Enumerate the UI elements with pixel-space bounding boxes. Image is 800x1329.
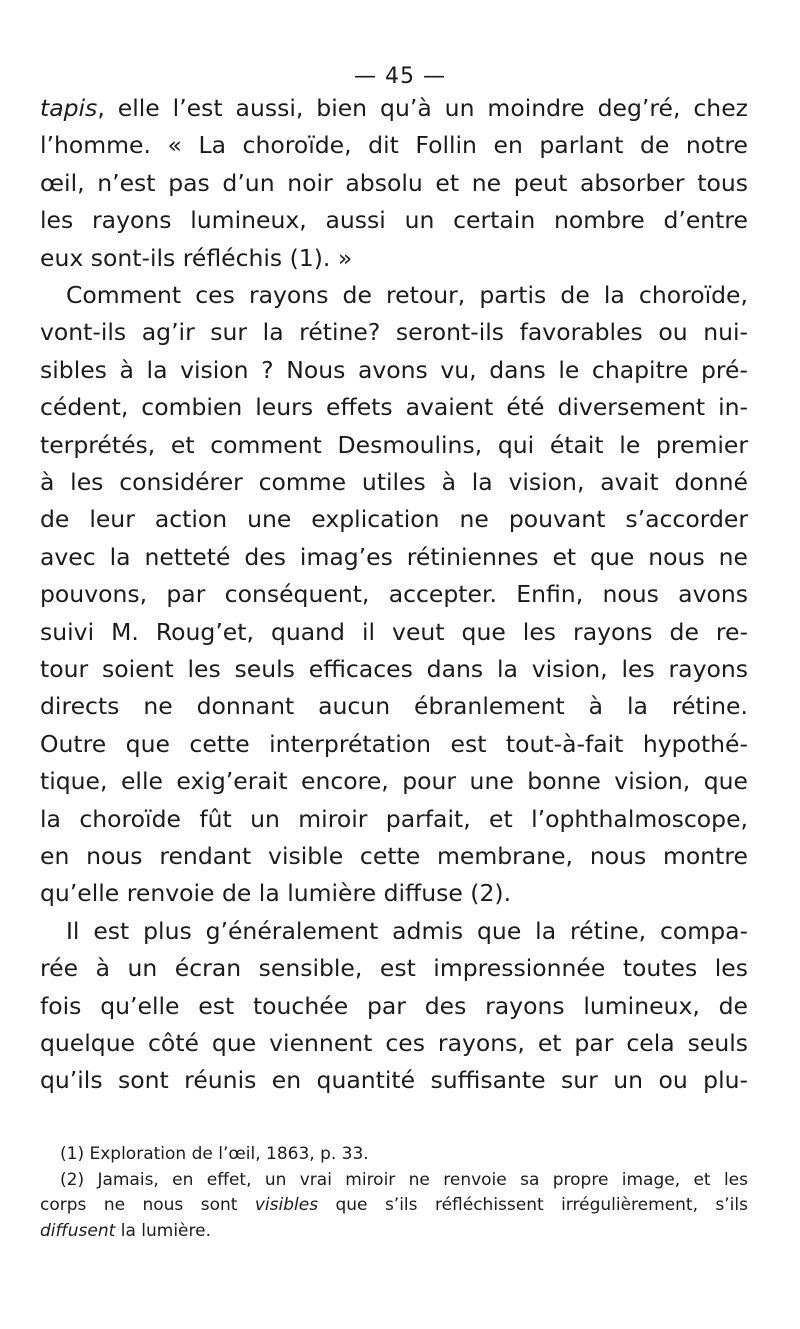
line-text: directs ne donnant aucun ébranlement à la rétine. — [40, 692, 748, 721]
line-text: à les considérer comme utiles à la vision, avait donné — [40, 468, 748, 496]
line-text: Il est plus g’énéralement admis que la rétine, compa- — [66, 916, 748, 945]
text-line — [40, 205, 748, 235]
line-text: tour soient les seuls efficaces dans la vision, les rayons — [40, 655, 748, 683]
text-line — [40, 691, 748, 721]
footnote-text: (1) Exploration de l’œil, 1863, p. 33. — [60, 1144, 369, 1164]
italic-word: tapis — [40, 94, 98, 122]
text-line — [40, 1065, 748, 1095]
text-line — [40, 168, 748, 198]
text-line — [40, 729, 748, 759]
line-text: la choroïde fût un miroir parfait, et l’ophthalmoscope, — [40, 804, 748, 833]
text-line — [66, 916, 748, 946]
line-text: qu’elle renvoie de la lumière diffuse (2). — [40, 879, 512, 908]
line-text: œil, n’est pas d’un noir absolu et ne peut absorber tous — [40, 168, 748, 197]
text-line — [40, 542, 748, 572]
line-text: l’homme. « La choroïde, dit Follin en parlant de notre — [40, 131, 748, 160]
text-line — [40, 317, 748, 347]
line-text: vont-ils ag’ir sur la rétine? seront-ils favorables ou nui- — [40, 318, 748, 347]
text-line — [40, 878, 748, 908]
line-text: Outre que cette interprétation est tout-à-fait hypothé- — [40, 729, 748, 758]
text-line — [40, 355, 748, 385]
line-text: pouvons, par conséquent, accepter. Enfin, nous avons — [40, 580, 748, 609]
line-text: Comment ces rayons de retour, partis de la choroïde, — [66, 281, 748, 309]
footnote-text: (2) Jamais, en effet, un vrai miroir ne renvoie sa propre image, et les — [60, 1169, 748, 1190]
footnote-line — [60, 1168, 748, 1192]
line-text: sibles à la vision ? Nous avons vu, dans le chapitre pré- — [40, 355, 748, 384]
footnote-line — [40, 1219, 748, 1243]
line-text: quelque côté que viennent ces rayons, et par cela seuls — [40, 1029, 748, 1057]
footnote-italic-word: diffusent — [40, 1220, 116, 1241]
text-line — [40, 841, 748, 871]
footnote-line — [40, 1193, 748, 1217]
line-text: eux sont-ils réfléchis (1). » — [40, 243, 353, 272]
text-line — [40, 1028, 748, 1058]
text-line — [40, 804, 748, 834]
text-line — [40, 579, 748, 609]
line-text: rée à un écran sensible, est impressionnée toutes les — [40, 954, 748, 983]
line-text: fois qu’elle est touchée par des rayons lumineux, de — [40, 991, 748, 1020]
text-line — [66, 280, 748, 310]
text-line — [40, 392, 748, 422]
text-line — [40, 991, 748, 1021]
line-text: avec la netteté des imag’es rétiniennes et que nous ne — [40, 542, 748, 571]
footnote-text: que s’ils réfléchissent irrégulièrement, s’ils — [318, 1195, 748, 1215]
text-line — [40, 130, 748, 160]
line-text: cédent, combien leurs effets avaient été diversement in- — [40, 393, 748, 422]
footnote-italic-word: visibles — [254, 1195, 319, 1215]
line-text: terprétés, et comment Desmoulins, qui était le premier — [40, 430, 748, 459]
text-line — [40, 243, 748, 273]
line-text: tique, elle exig’erait encore, pour une bonne vision, que — [40, 767, 748, 796]
footnote-text: corps ne nous sont — [40, 1195, 255, 1215]
text-line — [40, 654, 748, 684]
footnote-line — [60, 1142, 748, 1166]
line-text: qu’ils sont réunis en quantité suffisante sur un ou plu- — [40, 1066, 748, 1095]
footnote-text: la lumière. — [115, 1220, 211, 1241]
line-text: les rayons lumineux, aussi un certain nombre d’entre — [40, 206, 748, 235]
page-number: — 45 — — [354, 64, 446, 89]
text-line — [40, 953, 748, 983]
line-text: , elle l’est aussi, bien qu’à un moindre deg’ré, chez — [97, 94, 748, 122]
text-line — [40, 93, 748, 123]
text-line — [40, 766, 748, 796]
line-text: de leur action une explication ne pouvant s’accorder — [40, 505, 748, 534]
text-line — [40, 617, 748, 647]
text-line — [40, 467, 748, 497]
line-text: en nous rendant visible cette membrane, nous montre — [40, 842, 748, 870]
text-line — [40, 430, 748, 460]
line-text: suivi M. Roug’et, quand il veut que les rayons de re- — [40, 617, 748, 646]
text-line — [40, 504, 748, 534]
